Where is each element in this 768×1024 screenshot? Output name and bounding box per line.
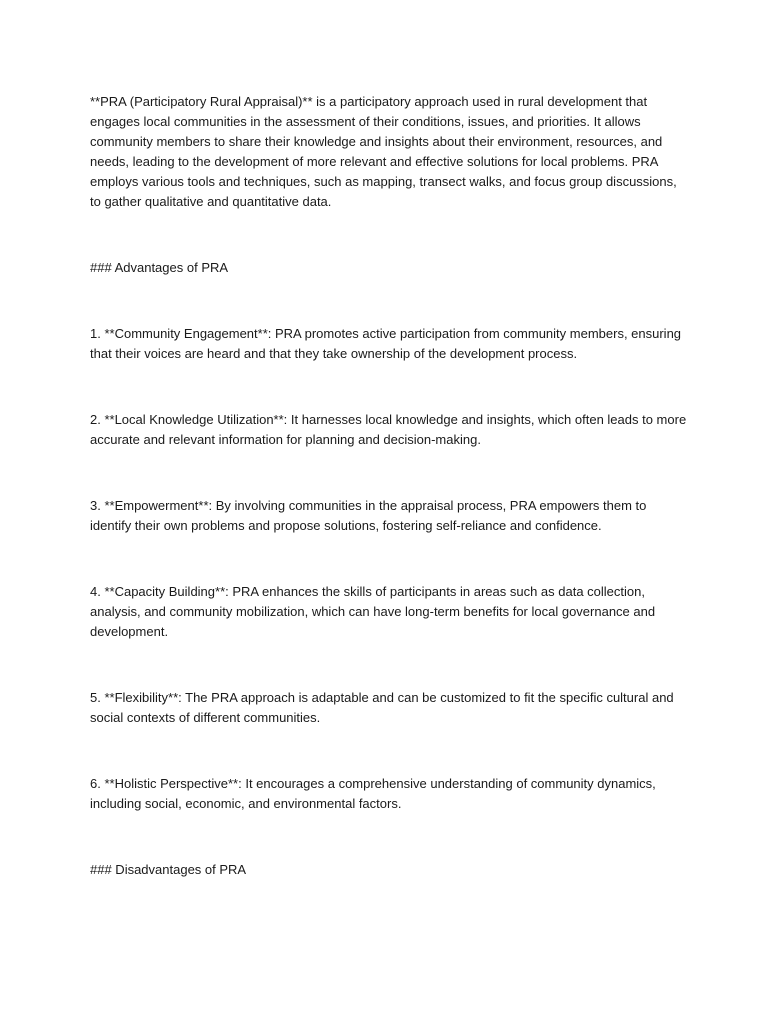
advantage-item: 3. **Empowerment**: By involving communities in the appraisal process, PRA empowers them to identify their own problems and propose solutions, fostering self-reliance and confidence. — [90, 498, 647, 533]
intro-paragraph: **PRA (Participatory Rural Appraisal)** is a participatory approach used in rural development that engages local communities in the assessment of their conditions, issues, and priorities. It allows community members to share their knowledge and insights about their environment, resources, and needs, leading to the development of more relevant and effective solutions for local problems. PRA employs various tools and techniques, such as mapping, transect walks, and focus group discussions, to gather qualitative and quantitative data. — [90, 94, 677, 209]
advantage-item: 1. **Community Engagement**: PRA promotes active participation from community members, ensuring that their voices are heard and that they take ownership of the development process. — [90, 326, 682, 361]
advantage-item: 5. **Flexibility**: The PRA approach is adaptable and can be customized to fit the specific cultural and social contexts of different communities. — [90, 690, 674, 725]
disadvantages-heading: ### Disadvantages of PRA — [90, 862, 247, 877]
document-page — [90, 92, 690, 926]
advantage-item: 4. **Capacity Building**: PRA enhances the skills of participants in areas such as data collection, analysis, and community mobilization, which can have long-term benefits for local governance and development. — [90, 584, 656, 639]
advantage-item: 6. **Holistic Perspective**: It encourages a comprehensive understanding of community dynamics, including social, economic, and environmental factors. — [90, 776, 656, 811]
advantage-item: 2. **Local Knowledge Utilization**: It harnesses local knowledge and insights, which often leads to more accurate and relevant information for planning and decision-making. — [90, 412, 687, 447]
advantages-heading: ### Advantages of PRA — [90, 260, 229, 275]
